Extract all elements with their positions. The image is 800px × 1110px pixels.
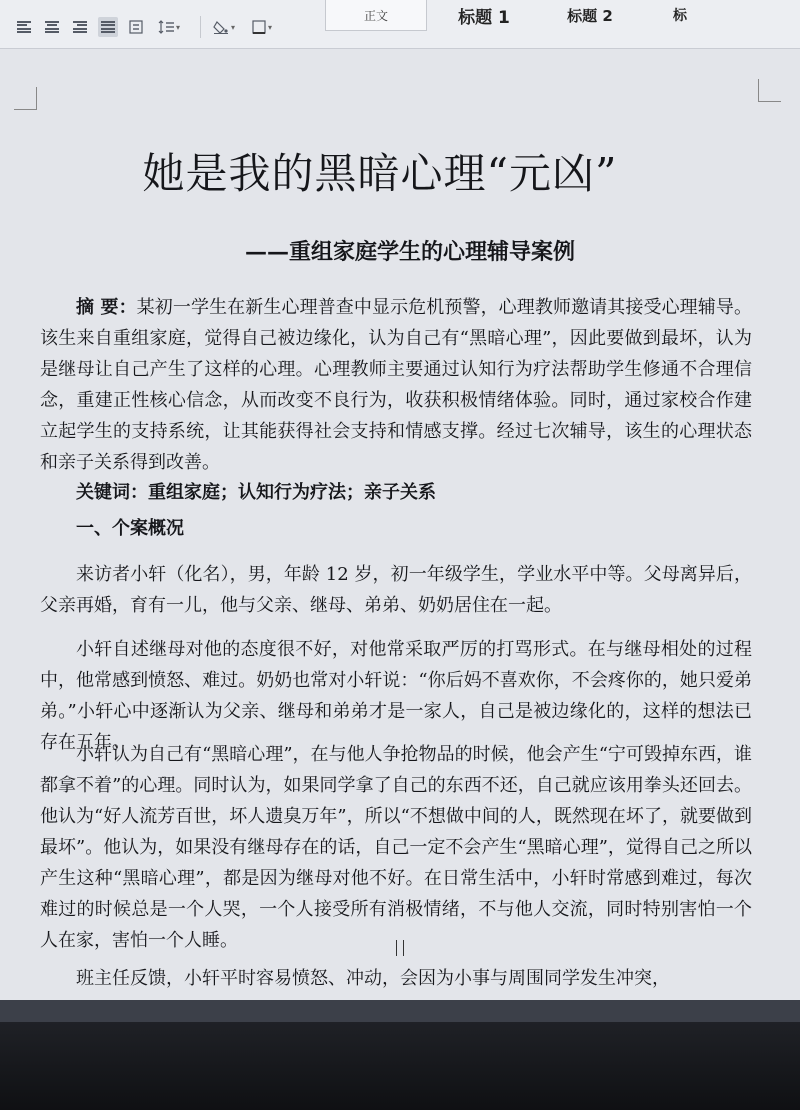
- distributed-align-button[interactable]: [126, 17, 146, 37]
- abstract-paragraph: [40, 292, 752, 478]
- background-desk: [0, 1022, 800, 1110]
- document-page[interactable]: [0, 49, 800, 1000]
- body-paragraph: 小轩自述继母对他的态度很不好，对他常采取严厉的打骂形式。在与继母相处的过程中，他常感到愤怒、难过。奶奶也常对小轩说：“你后妈不喜欢你，不会疼你的，她只爱弟弟。”小轩心中逐渐认为父亲、继母和弟弟才是一家人，自己是被边缘化的，这样的想法已存在五年。: [40, 639, 752, 753]
- style-heading-2[interactable]: 标题 2: [567, 6, 613, 25]
- chevron-down-icon: ▾: [230, 22, 235, 32]
- align-left-button[interactable]: [14, 17, 34, 37]
- style-heading-3[interactable]: 标: [673, 8, 687, 24]
- monitor-bezel: [0, 1000, 800, 1022]
- line-spacing-button[interactable]: [154, 17, 184, 37]
- align-center-button[interactable]: [42, 17, 62, 37]
- section-heading: 一、个案概况: [76, 518, 184, 539]
- align-center-icon: [45, 21, 59, 33]
- toolbar-divider: [200, 16, 201, 38]
- align-right-button[interactable]: [70, 17, 90, 37]
- borders-button[interactable]: [247, 17, 277, 37]
- align-right-icon: [73, 21, 87, 33]
- text-cursor-icon: [396, 940, 404, 956]
- justify-button[interactable]: [98, 17, 118, 37]
- shading-button[interactable]: [209, 17, 239, 37]
- distributed-align-icon: [129, 20, 143, 34]
- document-title: 她是我的黑暗心理“元凶”: [142, 149, 618, 198]
- body-paragraph: 来访者小轩（化名），男，年龄 12 岁，初一年级学生，学业水平中等。父母离异后，父亲再婚，育有一儿，他与父亲、继母、弟弟、奶奶居住在一起。: [40, 564, 752, 616]
- margin-corner-mark: [758, 79, 781, 102]
- body-paragraph: 小轩认为自己有“黑暗心理”，在与他人争抢物品的时候，他会产生“宁可毁掉东西，谁都拿不着”的心理。同时认为，如果同学拿了自己的东西不还，自己就应该用拳头还回去。他认为“好人流芳百世，坏人遗臭万年”，所以“不想做中间的人，既然现在坏了，就要做到最坏”。他认为，如果没有继母存在的话，自己一定不会产生“黑暗心理”，觉得自己之所以产生这种“黑暗心理”，都是因为继母对他不好。在日常生活中，小轩时常感到难过，每次难过的时候总是一个人哭，一个人接受所有消极情绪，不与他人交流，同时特别害怕一个人在家，害怕一个人睡。: [40, 744, 752, 951]
- justify-icon: [101, 21, 115, 33]
- keywords-line: 关键词：重组家庭；认知行为疗法；亲子关系: [76, 482, 436, 503]
- align-left-icon: [17, 21, 31, 33]
- body-paragraph: 班主任反馈，小轩平时容易愤怒、冲动，会因为小事与周围同学发生冲突，: [76, 968, 670, 989]
- style-normal[interactable]: 正文: [325, 0, 427, 31]
- border-icon: [252, 20, 266, 34]
- paragraph-tools: [14, 14, 285, 40]
- ribbon-toolbar: [0, 0, 800, 49]
- abstract-label: 摘 要：: [76, 297, 137, 318]
- chevron-down-icon: ▾: [267, 22, 272, 32]
- chevron-down-icon: ▾: [175, 22, 180, 32]
- paint-bucket-icon: [213, 20, 229, 34]
- abstract-text: 某初一学生在新生心理普查中显示危机预警，心理教师邀请其接受心理辅导。该生来自重组家庭，觉得自己被边缘化，认为自己有“黑暗心理”，因此要做到最坏，认为是继母让自己产生了这样的心理。心理教师主要通过认知行为疗法帮助学生修通不合理信念，重建正性核心信念，从而改变不良行为，收获积极情绪体验。同时，通过家校合作建立起学生的支持系统，让其能获得社会支持和情感支撑。经过七次辅导，该生的心理状态和亲子关系得到改善。: [40, 297, 752, 473]
- line-spacing-icon: [158, 20, 174, 34]
- margin-corner-mark: [14, 87, 37, 110]
- style-heading-1[interactable]: 标题 1: [458, 7, 510, 28]
- document-subtitle: ——重组家庭学生的心理辅导案例: [244, 239, 575, 265]
